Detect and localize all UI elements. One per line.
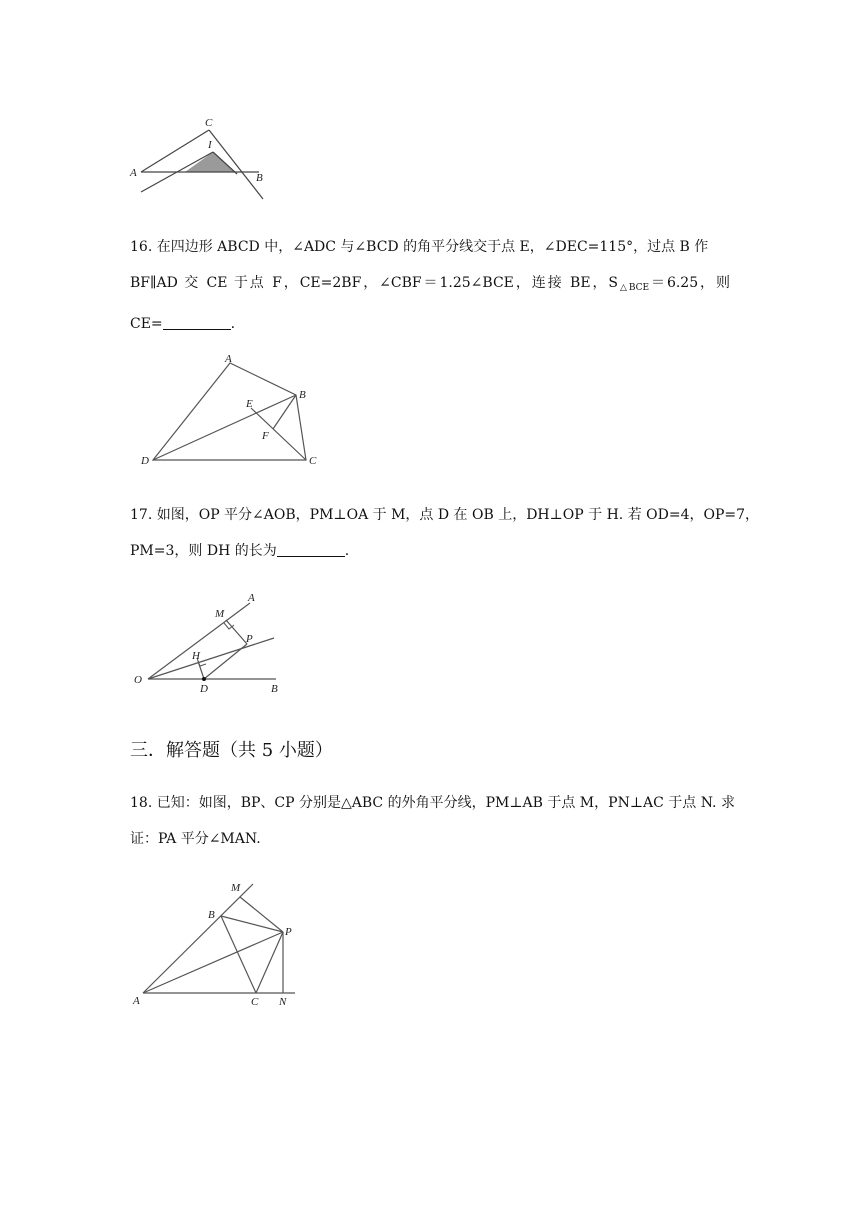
label-m: M — [231, 882, 241, 894]
label-n: N — [279, 996, 287, 1008]
answer-suffix: . — [230, 316, 236, 332]
problem-17-line-1: 17. 如图，OP 平分∠AOB，PM⊥OA 于 M，点 D 在 OB 上，DH⊥OP 于 H. 若 OD=4，OP=7， — [130, 507, 760, 523]
answer-prefix: CE= — [130, 316, 163, 332]
segment-cp — [256, 932, 283, 993]
label-a: A — [225, 353, 232, 365]
label-d: D — [141, 455, 149, 467]
figure-16-diagram — [135, 348, 335, 473]
figure-17-diagram — [128, 585, 293, 700]
figure-15-diagram — [125, 110, 275, 205]
label-p: P — [285, 926, 292, 938]
problem-18 — [130, 785, 735, 857]
label-c: C — [205, 117, 213, 129]
label-b: B — [256, 172, 263, 184]
segment-ap — [143, 932, 283, 993]
quadrilateral-abcd — [153, 363, 306, 460]
ray-oa — [148, 603, 250, 679]
problem-17 — [130, 497, 760, 569]
label-m: M — [215, 608, 225, 620]
problem-16-line-3 — [130, 306, 730, 342]
point-d — [202, 677, 206, 681]
line-am — [143, 884, 253, 993]
figure-18-diagram — [125, 876, 310, 1011]
segment-dp — [204, 644, 247, 679]
label-e: E — [246, 398, 253, 410]
problem-16-line-2 — [130, 265, 730, 306]
segment-ec — [251, 408, 306, 460]
label-i: I — [208, 139, 212, 151]
area-subscript: △BCE — [618, 283, 650, 293]
label-a: A — [248, 592, 255, 604]
label-c: C — [251, 996, 259, 1008]
answer-blank — [163, 315, 231, 330]
label-f: F — [262, 430, 269, 442]
problem-16-line-1: 16. 在四边形 ABCD 中，∠ADC 与∠BCD 的角平分线交于点 E，∠DEC=115°，过点 B 作 — [130, 239, 709, 255]
label-a: A — [130, 167, 137, 179]
segment-bc — [221, 916, 256, 993]
problem-17-line-2 — [130, 533, 730, 569]
label-p: P — [246, 633, 253, 645]
answer-prefix: PM=3，则 DH 的长为 — [130, 543, 277, 559]
label-b: B — [271, 683, 278, 695]
problem-18-line-2: 证：PA 平分∠MAN. — [130, 831, 261, 847]
shaded-triangle — [185, 152, 235, 172]
problem-16-line-2-end: ＝6.25，则 — [649, 275, 730, 291]
problem-16-line-2-text: BF∥AD 交 CE 于点 F，CE=2BF，∠CBF＝1.25∠BCE，连接 BE，S — [130, 275, 619, 291]
segment-pm — [226, 620, 247, 644]
label-d: D — [200, 683, 208, 695]
label-h: H — [192, 650, 200, 662]
problem-18-line-1: 18. 已知：如图，BP、CP 分别是△ABC 的外角平分线，PM⊥AB 于点 M，PN⊥AC 于点 N. 求 — [130, 795, 735, 811]
label-b: B — [299, 389, 306, 401]
label-c: C — [309, 455, 317, 467]
label-a: A — [133, 995, 140, 1007]
answer-suffix: . — [344, 543, 350, 559]
problem-16 — [130, 229, 730, 342]
section-title: 三．解答题（共 5 小题） — [130, 740, 333, 761]
label-b: B — [208, 909, 215, 921]
answer-blank — [277, 542, 345, 557]
label-o: O — [134, 674, 142, 686]
